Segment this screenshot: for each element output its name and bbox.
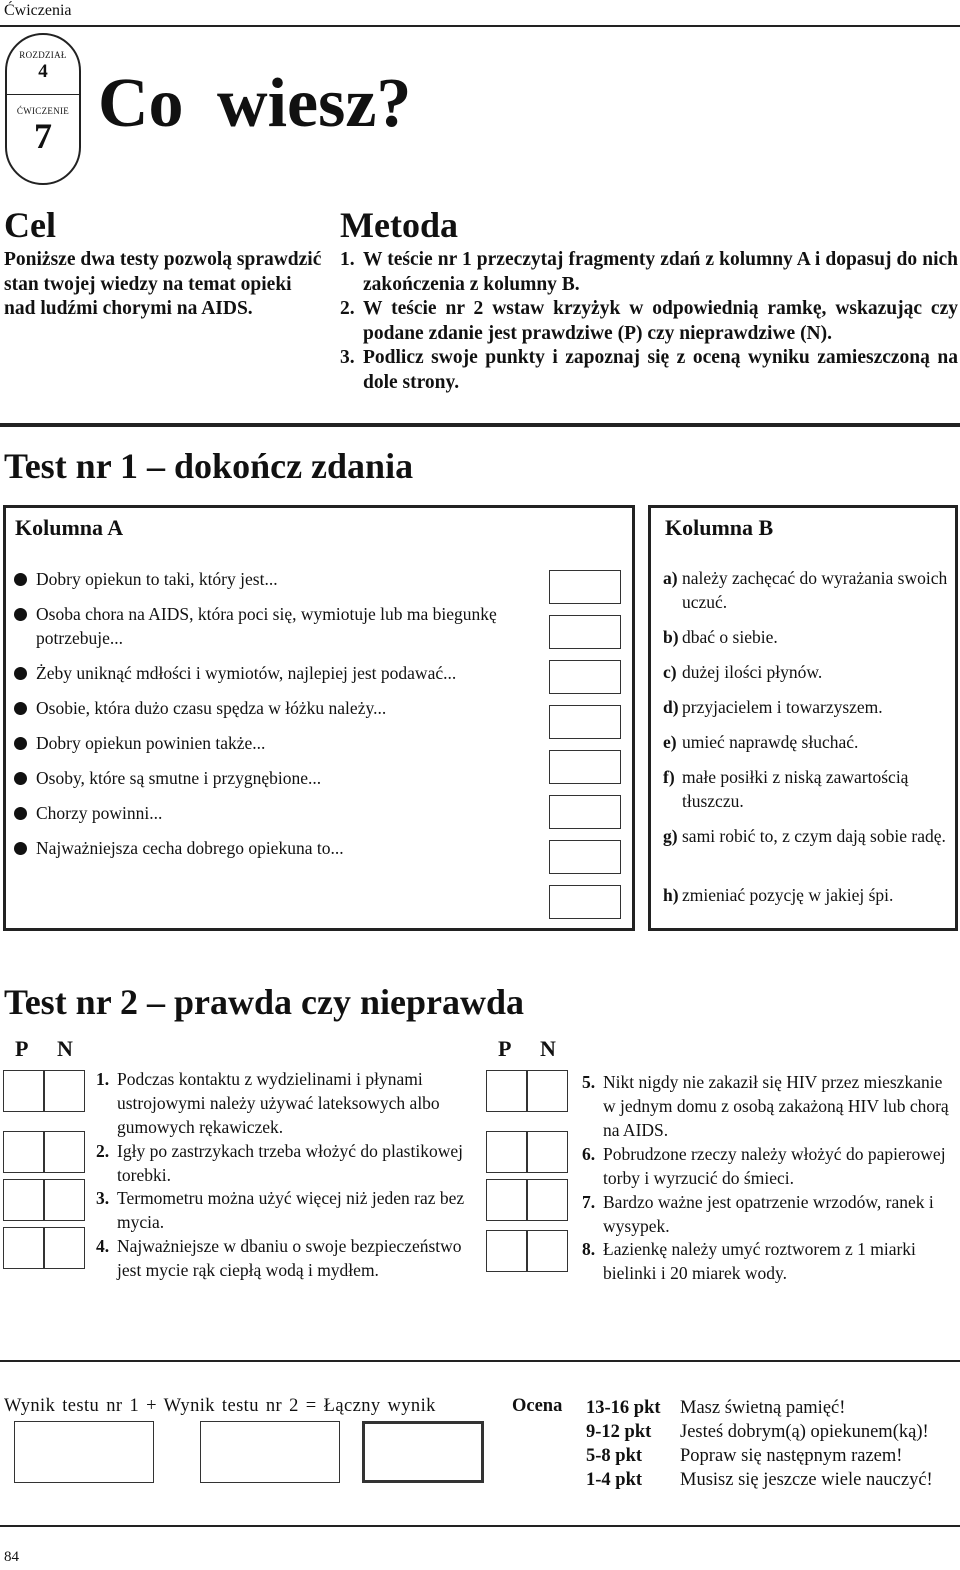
- grade-row: [586, 1396, 956, 1420]
- column-b-item: [663, 566, 948, 614]
- bullet-icon: [14, 573, 27, 586]
- step-text: W teście nr 2 wstaw krzyżyk w odpowiednią ramkę, wskazując czy podane zdanie jest prawdziwe (P) czy nieprawdziwe (N).: [363, 298, 958, 344]
- question-item: [582, 1142, 958, 1190]
- item-text: Najważniejsza cecha dobrego opiekuna to...: [36, 838, 344, 858]
- column-a-item: [14, 766, 514, 790]
- question-text: Podczas kontaktu z wydzielinami i płynami ustrojowymi należy używać lateksowych albo gumowych rękawiczek.: [117, 1069, 440, 1137]
- bullet-icon: [14, 667, 27, 680]
- grade-row: [586, 1468, 956, 1492]
- cel-heading: Cel: [4, 205, 56, 245]
- column-b-item: [663, 765, 948, 813]
- item-letter: d): [663, 697, 679, 717]
- bullet-icon: [14, 702, 27, 715]
- item-text: małe posiłki z niską zawartością tłuszczu.: [682, 767, 909, 811]
- exercise-label: ĆWICZENIE: [16, 106, 70, 116]
- item-letter: a): [663, 568, 678, 588]
- bullet-icon: [14, 737, 27, 750]
- item-text: Osoby, które są smutne i przygnębione...: [36, 768, 322, 788]
- true-false-boxes[interactable]: [486, 1131, 568, 1173]
- grade-row: [586, 1444, 956, 1468]
- test1-title: Test nr 1 – dokończ zdania: [4, 446, 414, 486]
- column-a-item: [14, 661, 514, 685]
- column-a-heading: Kolumna A: [15, 515, 124, 540]
- test1-score-box[interactable]: [14, 1421, 154, 1483]
- box-divider: [43, 1132, 45, 1172]
- running-head: Ćwiczenia: [4, 2, 72, 19]
- metoda-heading: Metoda: [340, 205, 458, 245]
- column-a-item: [14, 801, 514, 825]
- footer-rule: [0, 1525, 960, 1527]
- test2-score-box[interactable]: [200, 1421, 340, 1483]
- bullet-icon: [14, 772, 27, 785]
- item-text: Dobry opiekun to taki, który jest...: [36, 569, 278, 589]
- true-false-boxes[interactable]: [3, 1227, 85, 1269]
- p-label: P: [498, 1036, 512, 1061]
- section-rule: [0, 1360, 960, 1362]
- grade-points: 9-12 pkt: [586, 1422, 652, 1442]
- grade-message: Jesteś dobrym(ą) opiekunem(ką)!: [680, 1422, 929, 1442]
- item-letter: g): [663, 826, 678, 846]
- question-item: [582, 1237, 958, 1285]
- grade-points: 1-4 pkt: [586, 1470, 643, 1490]
- score-formula: Wynik testu nr 1 + Wynik testu nr 2 = Łączny wynik: [4, 1396, 436, 1416]
- question-item: [96, 1186, 474, 1234]
- bullet-icon: [14, 842, 27, 855]
- item-letter: b): [663, 627, 679, 647]
- method-step: [340, 248, 958, 297]
- grade-message: Masz świetną pamięć!: [680, 1398, 846, 1418]
- column-b-item: [663, 660, 948, 684]
- page-title: Co wiesz?: [98, 65, 412, 142]
- answer-box[interactable]: [549, 885, 621, 919]
- question-number: 1.: [96, 1069, 110, 1089]
- grade-row: [586, 1420, 956, 1444]
- true-false-boxes[interactable]: [486, 1179, 568, 1221]
- question-number: 2.: [96, 1141, 110, 1161]
- question-text: Nikt nigdy nie zakaził się HIV przez mieszkanie w jednym domu z osobą zakażoną HIV lub chorą na AIDS.: [603, 1072, 949, 1140]
- step-number: 3.: [340, 347, 355, 368]
- chapter-exercise-badge: [5, 33, 81, 185]
- total-score-box[interactable]: [362, 1421, 484, 1483]
- question-number: 5.: [582, 1072, 596, 1092]
- question-item: [582, 1070, 958, 1142]
- method-step: [340, 346, 958, 395]
- item-text: dbać o siebie.: [682, 627, 778, 647]
- grade-message: Musisz się jeszcze wiele nauczyć!: [680, 1470, 933, 1490]
- bullet-icon: [14, 608, 27, 621]
- item-text: należy zachęcać do wyrażania swoich uczuć.: [682, 568, 948, 612]
- answer-box[interactable]: [549, 705, 621, 739]
- answer-box[interactable]: [549, 570, 621, 604]
- column-a-item: [14, 602, 514, 650]
- answer-box[interactable]: [549, 795, 621, 829]
- question-text: Najważniejsze w dbaniu o swoje bezpieczeństwo jest mycie rąk ciepłą wodą i mydłem.: [117, 1236, 462, 1280]
- answer-box[interactable]: [549, 615, 621, 649]
- column-a-item: [14, 731, 514, 755]
- chapter-label: ROZDZIAŁ: [19, 50, 67, 60]
- true-false-boxes[interactable]: [486, 1070, 568, 1112]
- item-text: dużej ilości płynów.: [682, 662, 823, 682]
- answer-box[interactable]: [549, 750, 621, 784]
- item-text: umieć naprawdę słuchać.: [682, 732, 859, 752]
- item-letter: c): [663, 662, 677, 682]
- box-divider: [526, 1071, 528, 1111]
- true-false-boxes[interactable]: [486, 1230, 568, 1272]
- column-a-item: [14, 836, 514, 860]
- item-text: Chorzy powinni...: [36, 803, 163, 823]
- box-divider: [526, 1180, 528, 1220]
- item-letter: e): [663, 732, 677, 752]
- item-text: przyjacielem i towarzyszem.: [682, 697, 883, 717]
- item-letter: f): [663, 767, 675, 787]
- page-number: 84: [4, 1549, 19, 1565]
- step-text: Podlicz swoje punkty i zapoznaj się z oceną wyniku zamieszczoną na dole strony.: [363, 347, 958, 393]
- question-number: 8.: [582, 1239, 596, 1259]
- item-text: zmieniać pozycję w jakiej śpi.: [682, 885, 894, 905]
- question-item: [96, 1067, 474, 1139]
- column-b-item: [663, 625, 948, 649]
- answer-box[interactable]: [549, 840, 621, 874]
- column-b-item: [663, 695, 948, 719]
- question-text: Igły po zastrzykach trzeba włożyć do plastikowej torebki.: [117, 1141, 463, 1185]
- question-text: Termometru można użyć więcej niż jeden raz bez mycia.: [117, 1188, 465, 1232]
- test2-title: Test nr 2 – prawda czy nieprawda: [4, 982, 525, 1022]
- column-b-item: [663, 730, 948, 754]
- true-false-boxes[interactable]: [3, 1070, 85, 1112]
- question-number: 4.: [96, 1236, 110, 1256]
- bullet-icon: [14, 807, 27, 820]
- section-rule: [0, 423, 960, 427]
- p-label: P: [15, 1036, 29, 1061]
- item-text: Osoba chora na AIDS, która poci się, wymiotuje lub ma biegunkę potrzebuje...: [36, 604, 497, 648]
- grade-message: Popraw się następnym razem!: [680, 1446, 903, 1466]
- column-b-item: [663, 883, 948, 907]
- exercise-number: 7: [34, 116, 52, 156]
- item-text: Dobry opiekun powinien także...: [36, 733, 266, 753]
- question-item: [96, 1234, 474, 1282]
- item-letter: h): [663, 885, 679, 905]
- question-item: [582, 1190, 958, 1238]
- box-divider: [526, 1132, 528, 1172]
- question-text: Bardzo ważne jest opatrzenie wrzodów, ranek i wysypek.: [603, 1192, 934, 1236]
- item-text: Osobie, która dużo czasu spędza w łóżku należy...: [36, 698, 387, 718]
- question-item: [96, 1139, 474, 1187]
- box-divider: [526, 1231, 528, 1271]
- true-false-boxes[interactable]: [3, 1179, 85, 1221]
- grade-points: 5-8 pkt: [586, 1446, 643, 1466]
- method-steps: [340, 248, 958, 395]
- item-text: Żeby uniknąć mdłości i wymiotów, najlepiej jest podawać...: [36, 663, 457, 683]
- true-false-boxes[interactable]: [3, 1131, 85, 1173]
- column-b-heading: Kolumna B: [665, 515, 774, 540]
- column-b-item: [663, 824, 948, 848]
- box-divider: [43, 1071, 45, 1111]
- column-a-item: [14, 567, 514, 591]
- box-divider: [43, 1180, 45, 1220]
- answer-box[interactable]: [549, 660, 621, 694]
- item-text: sami robić to, z czym dają sobie radę.: [682, 826, 946, 846]
- cel-text: Poniższe dwa testy pozwolą sprawdzić stan twojej wiedzy na temat opieki nad ludźmi chorymi na AIDS.: [4, 249, 322, 319]
- header-rule: [0, 25, 960, 27]
- grade-points: 13-16 pkt: [586, 1398, 661, 1418]
- ocena-label: Ocena: [512, 1396, 563, 1416]
- step-text: W teście nr 1 przeczytaj fragmenty zdań z kolumny A i dopasuj do nich zakończenia z kolumny B.: [363, 249, 958, 295]
- chapter-number: 4: [38, 61, 48, 82]
- n-label: N: [540, 1036, 556, 1061]
- n-label: N: [57, 1036, 73, 1061]
- method-step: [340, 297, 958, 346]
- column-a-item: [14, 696, 514, 720]
- badge-divider: [7, 94, 79, 95]
- question-number: 7.: [582, 1192, 596, 1212]
- step-number: 2.: [340, 298, 355, 319]
- box-divider: [43, 1228, 45, 1268]
- question-text: Łazienkę należy umyć roztworem z 1 miarki bielinki i 20 miarek wody.: [603, 1239, 916, 1283]
- step-number: 1.: [340, 249, 355, 270]
- question-text: Pobrudzone rzeczy należy włożyć do papierowej torby i wyrzucić do śmieci.: [603, 1144, 946, 1188]
- question-number: 3.: [96, 1188, 110, 1208]
- question-number: 6.: [582, 1144, 596, 1164]
